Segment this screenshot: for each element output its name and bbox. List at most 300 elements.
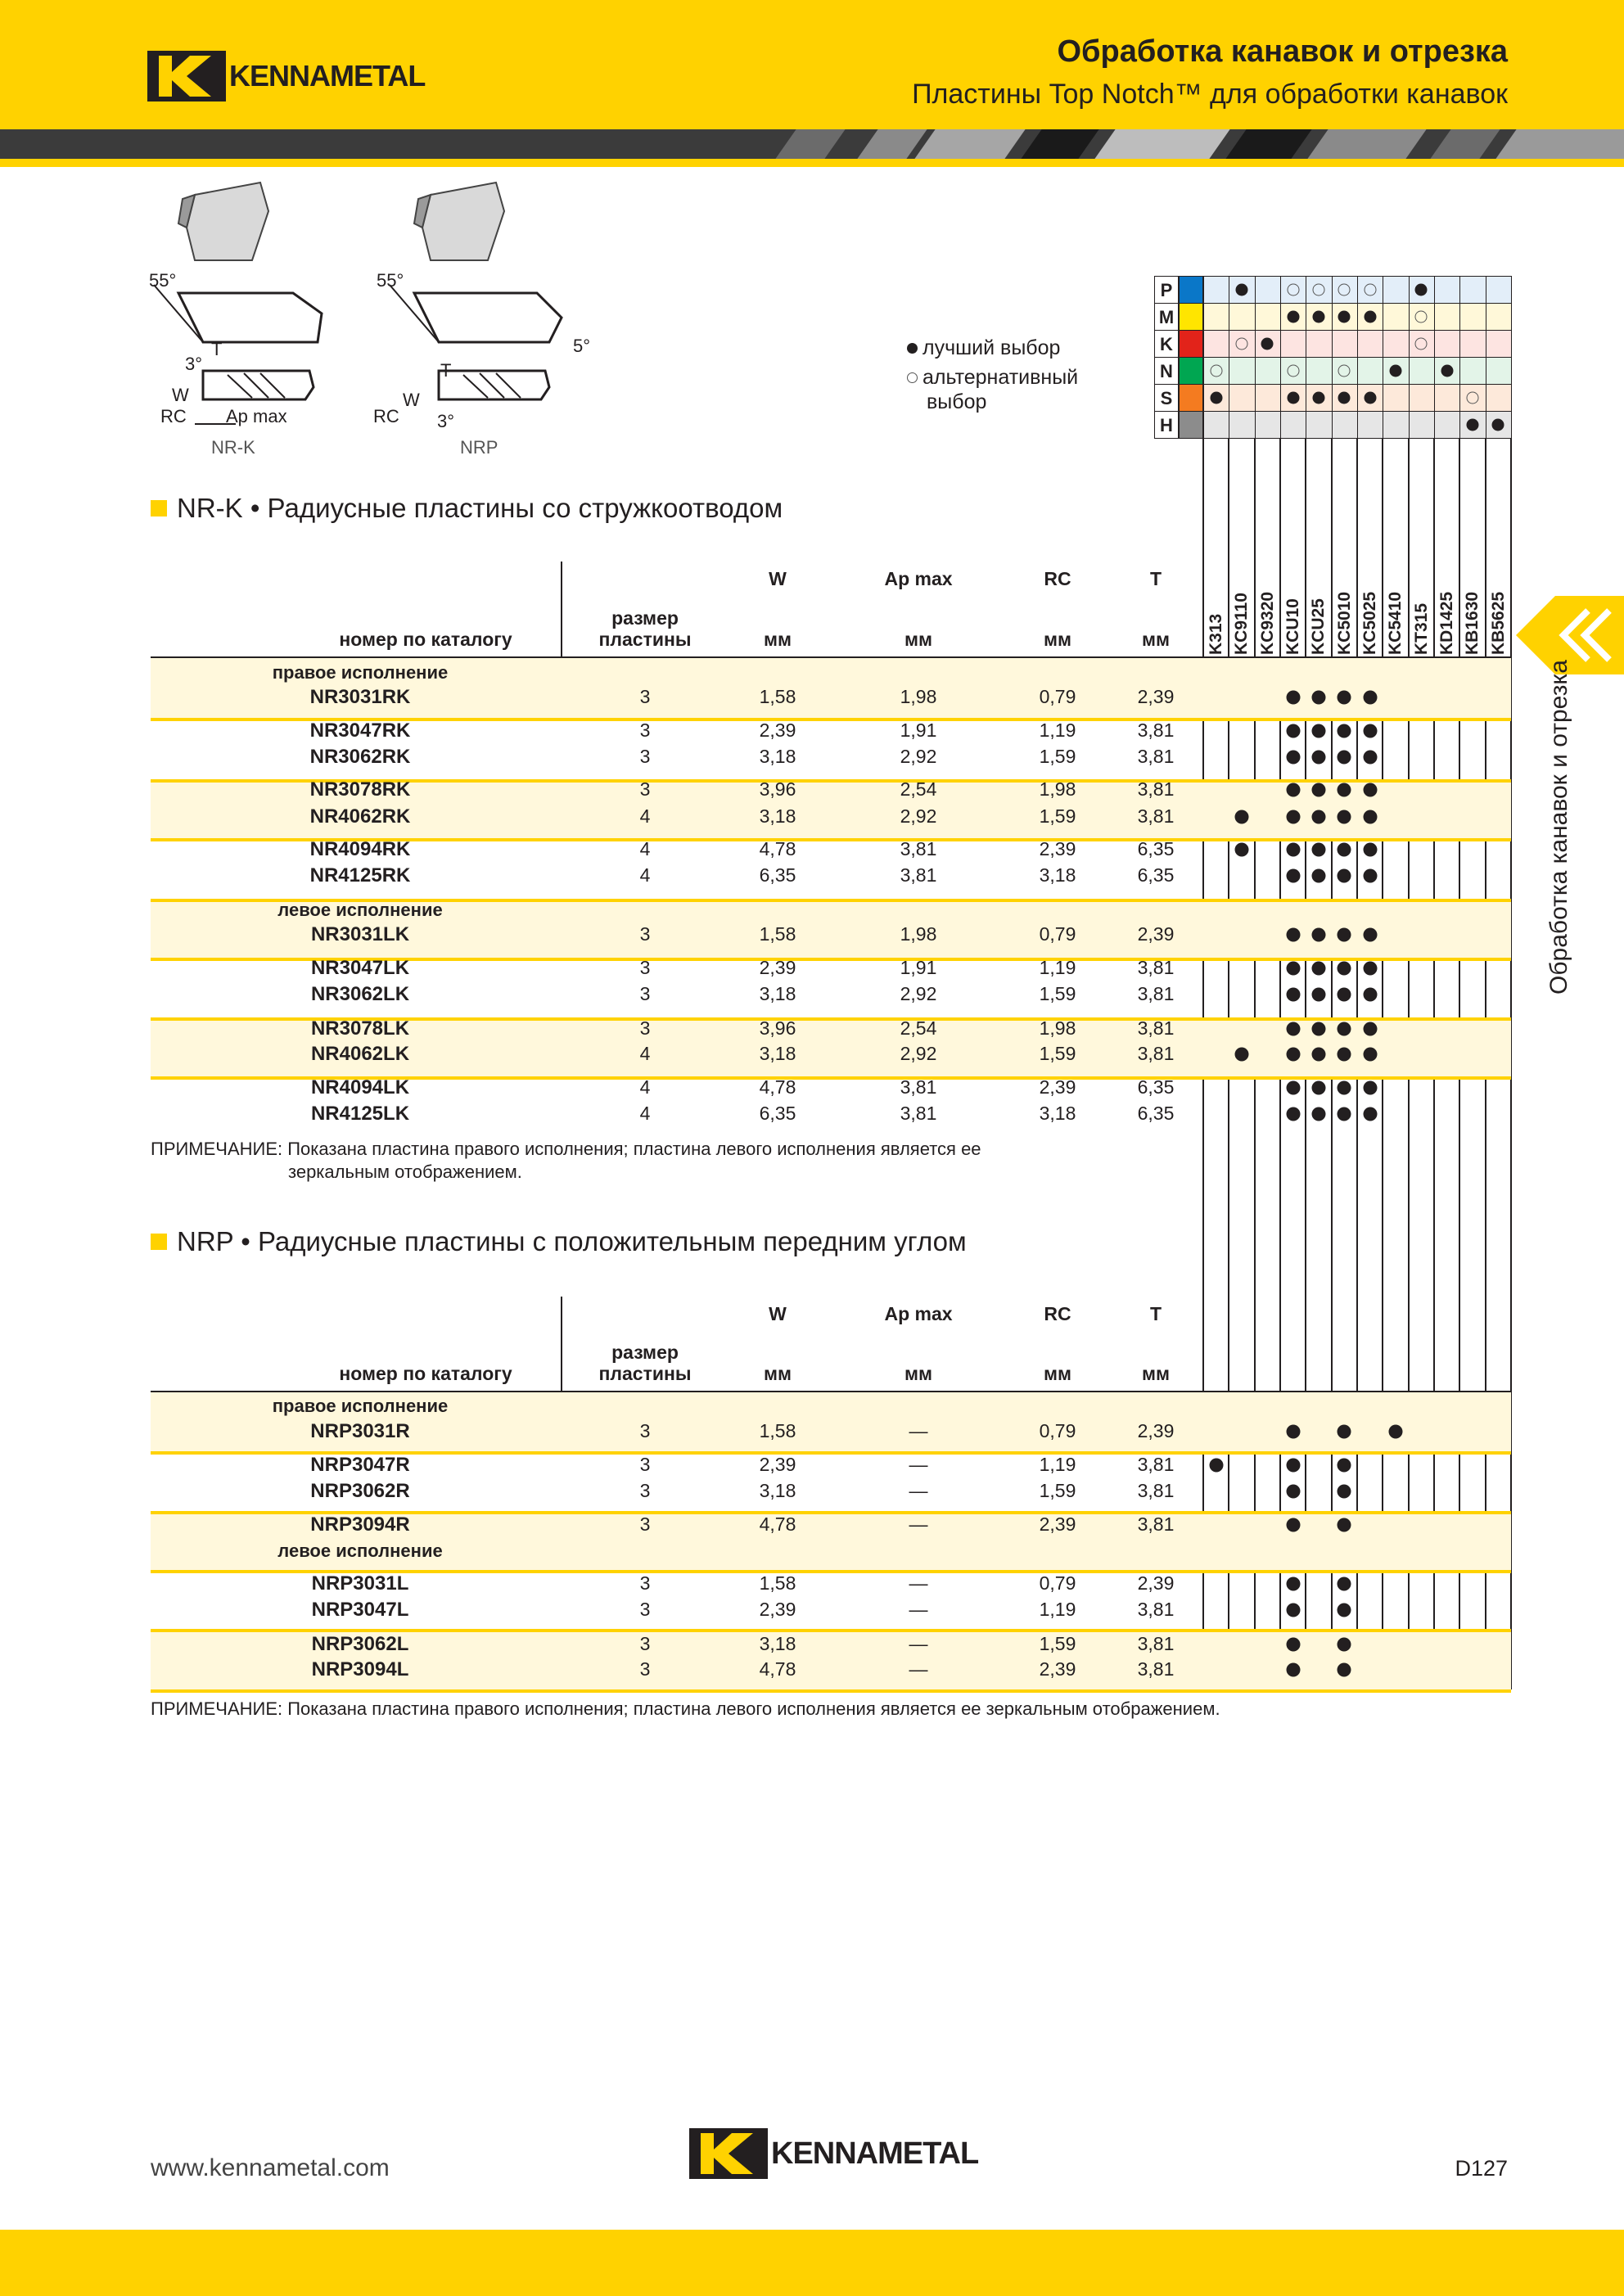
alternative-choice-dot [1210,364,1222,377]
cell-ap: 2,92 [900,1043,937,1064]
grade-recommendation-dot [1286,1459,1300,1473]
grade-recommendation-dot [1286,1577,1300,1591]
grade-recommendation-dot [1338,1638,1351,1652]
cell-size: 4 [639,1076,651,1098]
matrix-cell [1332,411,1358,439]
cell-size: 3 [639,1480,651,1501]
cell-rc: 1,59 [1039,1480,1076,1501]
nrk-note-line2: зеркальным отображением. [288,1162,522,1182]
col-unit-apmax: мм [904,1363,933,1384]
grade-recommendation-dot [1286,1638,1300,1652]
material-color-swatch [1179,276,1203,304]
cell-ap: 1,91 [900,957,937,978]
grade-recommendation-dot [1286,810,1300,824]
legend-alternative-2: выбор [927,390,987,413]
matrix-cell [1203,276,1229,304]
cell-ap: — [909,1420,928,1441]
cell-rc: 0,79 [1039,1420,1076,1441]
footer-band [0,2230,1624,2296]
grade-recommendation-dot [1312,751,1326,765]
matrix-cell [1357,330,1383,358]
cell-ap: 2,92 [900,805,937,827]
material-color-swatch [1179,384,1203,412]
grade-recommendation-dot [1338,1459,1351,1473]
table-header-divider [561,562,562,656]
kennametal-k-icon [147,51,226,101]
material-code-P: P [1154,276,1179,304]
nrp-extra-angle-label: 5° [573,336,591,356]
cell-w: 3,96 [759,1017,796,1039]
grade-recommendation-dot [1363,1022,1377,1036]
cell-ap: 1,98 [900,923,937,945]
alternative-choice-dot [1287,364,1299,377]
cell-ap: 3,81 [900,1076,937,1098]
cell-w: 1,58 [759,686,796,707]
matrix-cell [1306,357,1332,385]
section-marker-icon [151,1234,167,1250]
grade-recommendation-dot [1363,724,1377,738]
best-choice-dot [1364,391,1376,404]
page-number: D127 [1455,2156,1508,2181]
kennametal-k-icon [689,2128,768,2179]
legend-alternative-1: альтернативный [923,366,1079,389]
grade-recommendation-dot [1312,869,1326,883]
matrix-cell [1434,330,1460,358]
alternative-choice-dot [1287,283,1299,295]
grade-label-kc5410: KC5410 [1386,591,1405,655]
matrix-cell [1434,276,1460,304]
alternative-choice-dot [1338,364,1351,377]
matrix-cell [1203,411,1229,439]
cell-size: 3 [639,746,651,767]
grade-recommendation-dot [1389,1425,1403,1439]
nrp-label-w: W [403,390,420,410]
material-code-S: S [1154,384,1179,412]
alternative-choice-dot [1467,391,1479,404]
catalog-number: NRP3094R [310,1513,410,1536]
grade-recommendation-dot [1312,691,1326,705]
footer-logo [689,2128,978,2179]
cell-rc: 2,39 [1039,1076,1076,1098]
nrp-angle-label: 55° [377,270,404,291]
cell-rc: 3,18 [1039,864,1076,886]
grade-recommendation-dot [1235,843,1249,857]
alternative-choice-dot [1236,337,1248,350]
grade-label-kc5025: KC5025 [1360,591,1379,655]
matrix-cell [1229,384,1255,412]
cell-t: 3,81 [1137,1633,1175,1654]
matrix-cell [1255,276,1281,304]
grade-recommendation-dot [1286,843,1300,857]
col-header-apmax: Ap max [884,568,953,589]
matrix-cell [1255,411,1281,439]
cell-ap: 2,92 [900,983,937,1004]
matrix-cell [1280,411,1306,439]
catalog-number: NR3047LK [310,957,410,979]
cell-ap: 3,81 [900,1103,937,1124]
cell-size: 3 [639,983,651,1004]
nrp-label-rc: RC [373,406,399,426]
matrix-cell [1229,411,1255,439]
grade-recommendation-dot [1363,843,1377,857]
catalog-number: NR3031RK [309,686,411,708]
catalog-number: NR3062LK [310,983,410,1005]
catalog-number: NR4125RK [309,864,411,886]
catalog-number: NR3062RK [309,746,411,768]
catalog-number: NR4062RK [309,805,411,828]
grade-recommendation-dot [1286,1022,1300,1036]
grade-recommendation-dot [1363,1081,1377,1095]
grade-recommendation-dot [1338,962,1351,976]
grade-recommendation-dot [1338,869,1351,883]
grade-recommendation-dot [1363,783,1377,797]
cell-rc: 1,59 [1039,805,1076,827]
alternative-choice-dot [1415,337,1428,350]
cell-rc: 0,79 [1039,923,1076,945]
cell-rc: 2,39 [1039,1513,1076,1535]
cell-t: 3,81 [1137,746,1175,767]
grade-recommendation-dot [1363,1107,1377,1121]
cell-w: 3,96 [759,778,796,800]
nrk-label-apmax: Ap max [226,406,287,426]
grade-recommendation-dot [1338,1663,1351,1677]
matrix-cell [1383,276,1409,304]
page-subtitle: Пластины Top Notch™ для обработки канавок [912,79,1508,110]
grade-recommendation-dot [1312,962,1326,976]
material-color-swatch [1179,411,1203,439]
col-unit-rc: мм [1043,629,1072,650]
best-choice-dot [1313,310,1325,323]
alternative-choice-dot [1313,283,1325,295]
alternative-choice-dot [1415,310,1428,323]
nrk-section-title-text: NR-K • Радиусные пластины со стружкоотводом [177,493,783,523]
cell-size: 3 [639,719,651,741]
catalog-number: NRP3047R [310,1454,410,1476]
header-logo-text: KENNAMETAL [229,59,426,92]
nrk-label-t: T [211,339,223,359]
grade-recommendation-dot [1338,1485,1351,1499]
grade-recommendation-dot [1338,1048,1351,1062]
nrk-drawing-caption: NR-K [211,437,255,458]
catalog-number: NR4094RK [309,838,411,860]
cell-size: 4 [639,1103,651,1124]
cell-t: 3,81 [1137,957,1175,978]
cell-size: 3 [639,1633,651,1654]
cell-rc: 1,19 [1039,1454,1076,1475]
best-choice-dot [1415,283,1428,295]
col-unit-w: мм [763,1363,792,1384]
matrix-cell [1357,357,1383,385]
matrix-cell [1332,330,1358,358]
cell-size: 4 [639,1043,651,1064]
grade-recommendation-dot [1363,988,1377,1002]
grade-recommendation-dot [1209,1459,1223,1473]
grade-recommendation-dot [1286,869,1300,883]
matrix-cell [1409,357,1435,385]
grade-recommendation-dot [1312,724,1326,738]
material-code-K: K [1154,330,1179,358]
cell-size: 4 [639,805,651,827]
cell-ap: — [909,1480,928,1501]
col-header-t: T [1149,568,1162,589]
nrp-drawing-caption: NRP [460,437,498,458]
grade-recommendation-dot [1363,962,1377,976]
cell-w: 6,35 [759,1103,796,1124]
cell-t: 2,39 [1137,923,1175,945]
cell-size: 3 [639,1017,651,1039]
grade-recommendation-dot [1286,928,1300,942]
side-tab-label: Обработка канавок и отрезка [1545,660,1572,995]
cell-w: 2,39 [759,719,796,741]
best-choice-dot [1338,310,1351,323]
cell-w: 4,78 [759,838,796,859]
matrix-cell [1229,303,1255,331]
legend-best: лучший выбор [923,336,1061,359]
cell-w: 1,58 [759,1420,796,1441]
matrix-cell [1280,330,1306,358]
cell-t: 6,35 [1137,838,1175,859]
cell-rc: 1,59 [1039,983,1076,1004]
matrix-cell [1383,411,1409,439]
grade-recommendation-dot [1312,1107,1326,1121]
best-choice-dot [1364,310,1376,323]
cell-w: 4,78 [759,1076,796,1098]
grade-label-kc9110: KC9110 [1232,593,1252,655]
grade-recommendation-dot [1286,783,1300,797]
cell-size: 3 [639,1572,651,1594]
matrix-cell [1383,330,1409,358]
col-unit-apmax: мм [904,629,933,650]
best-choice-dot [1287,310,1299,323]
catalog-number: NRP3062L [311,1633,409,1655]
cell-size: 3 [639,778,651,800]
cell-size: 3 [639,1658,651,1680]
grade-recommendation-dot [1312,988,1326,1002]
cell-rc: 1,59 [1039,1633,1076,1654]
catalog-number: NR3078RK [309,778,411,801]
cell-rc: 1,19 [1039,1599,1076,1620]
catalog-number: NR4062LK [310,1043,410,1065]
cell-size: 3 [639,1513,651,1535]
matrix-cell [1383,384,1409,412]
cell-w: 3,18 [759,805,796,827]
grade-recommendation-dot [1338,810,1351,824]
cell-ap: — [909,1454,928,1475]
cell-t: 6,35 [1137,1076,1175,1098]
cell-t: 3,81 [1137,1480,1175,1501]
grade-recommendation-dot [1286,1518,1300,1532]
best-choice-dot [1287,391,1299,404]
grade-recommendation-dot [1363,810,1377,824]
grade-recommendation-dot [1286,1107,1300,1121]
best-choice-icon [907,343,918,354]
grade-recommendation-dot [1338,1425,1351,1439]
cell-w: 3,18 [759,1043,796,1064]
catalog-number: NR3031LK [310,923,410,945]
grade-recommendation-dot [1338,1577,1351,1591]
grade-recommendation-dot [1338,691,1351,705]
col-unit-t: мм [1141,1363,1171,1384]
cell-ap: 1,98 [900,686,937,707]
cell-w: 2,39 [759,957,796,978]
grade-recommendation-dot [1363,928,1377,942]
cell-ap: 2,54 [900,778,937,800]
grade-recommendation-dot [1286,1663,1300,1677]
cell-t: 2,39 [1137,686,1175,707]
cell-ap: 2,92 [900,746,937,767]
catalog-number: NRP3062R [310,1480,410,1502]
group-label-left: левое исполнение [277,900,443,920]
cell-ap: — [909,1599,928,1620]
grade-recommendation-dot [1312,928,1326,942]
cell-w: 1,58 [759,923,796,945]
alternative-choice-dot [1364,283,1376,295]
cell-t: 3,81 [1137,1658,1175,1680]
cell-w: 3,18 [759,746,796,767]
grade-recommendation-dot [1286,962,1300,976]
matrix-cell [1409,411,1435,439]
grade-recommendation-dot [1286,1048,1300,1062]
best-choice-dot [1390,364,1402,377]
matrix-cell [1357,411,1383,439]
cell-size: 3 [639,1420,651,1441]
header-stripe [0,129,1624,159]
catalog-number: NRP3031L [311,1572,409,1595]
cell-t: 3,81 [1137,1454,1175,1475]
cell-size: 3 [639,1454,651,1475]
cell-size: 3 [639,1599,651,1620]
matrix-cell [1486,276,1512,304]
grade-recommendation-dot [1312,783,1326,797]
cell-ap: 3,81 [900,864,937,886]
material-color-swatch [1179,357,1203,385]
cell-t: 3,81 [1137,778,1175,800]
footer-url[interactable]: www.kennametal.com [151,2154,390,2181]
matrix-cell [1434,303,1460,331]
nrk-note [151,1138,981,1184]
header-yellow-line [0,159,1624,167]
catalog-number: NRP3047L [311,1599,409,1621]
nrk-section-title [151,493,783,524]
nrp-insert-drawing [373,178,586,457]
col-header-t: T [1149,1303,1162,1324]
cell-ap: — [909,1513,928,1535]
grade-label-kt315: KT315 [1411,602,1431,655]
table-row-separator [151,1689,1511,1693]
alternative-choice-dot [1338,283,1351,295]
matrix-cell [1459,357,1486,385]
grade-recommendation-dot [1338,988,1351,1002]
grade-recommendation-dot [1363,1048,1377,1062]
matrix-cell [1229,357,1255,385]
table-row-separator [151,1629,1511,1632]
matrix-cell [1409,384,1435,412]
catalog-number: NRP3031R [310,1420,410,1442]
catalog-number: NR4094LK [310,1076,410,1098]
cell-ap: — [909,1658,928,1680]
nrp-label-t: T [440,360,452,381]
nrp-note: ПРИМЕЧАНИЕ: Показана пластина правого исполнения; пластина левого исполнения является ее зеркальным отображением. [151,1698,1220,1719]
grade-label-kb5625: KB5625 [1488,591,1508,655]
col-unit-rc: мм [1043,1363,1072,1384]
cell-t: 3,81 [1137,1017,1175,1039]
cell-t: 3,81 [1137,983,1175,1004]
alternative-choice-icon [907,372,918,383]
best-choice-dot [1338,391,1351,404]
cell-rc: 2,39 [1039,1658,1076,1680]
grade-recommendation-dot [1338,1081,1351,1095]
cell-size: 4 [639,838,651,859]
matrix-cell [1434,411,1460,439]
best-choice-dot [1261,337,1274,350]
col-header-size-1: размер [611,1342,679,1363]
best-choice-dot [1441,364,1453,377]
col-unit-t: мм [1141,629,1171,650]
table-header-divider [561,1297,562,1391]
cell-rc: 3,18 [1039,1103,1076,1124]
cell-w: 4,78 [759,1658,796,1680]
cell-ap: 2,54 [900,1017,937,1039]
catalog-number: NR4125LK [310,1103,410,1125]
best-choice-dot [1492,418,1504,431]
best-choice-dot [1210,391,1222,404]
grade-recommendation-dot [1363,691,1377,705]
cell-size: 3 [639,686,651,707]
grade-recommendation-dot [1286,988,1300,1002]
nrp-section-title [151,1226,967,1257]
grade-recommendation-dot [1312,1048,1326,1062]
material-code-M: M [1154,303,1179,331]
best-choice-dot [1467,418,1479,431]
header-logo [147,51,425,101]
footer-logo-text: KENNAMETAL [771,2136,979,2171]
grade-label-k313: K313 [1207,613,1225,655]
best-choice-dot [1236,283,1248,295]
nrk-label-3deg: 3° [185,354,203,374]
catalog-number: NR3047RK [309,719,411,742]
cell-rc: 2,39 [1039,838,1076,859]
grade-recommendation-dot [1338,724,1351,738]
grade-recommendation-dot [1286,1425,1300,1439]
cell-rc: 0,79 [1039,686,1076,707]
grade-recommendation-dot [1286,751,1300,765]
grade-recommendation-dot [1312,1022,1326,1036]
grade-recommendation-dot [1286,1081,1300,1095]
grade-recommendation-dot [1286,1604,1300,1617]
col-header-catalog: номер по каталогу [339,1363,512,1384]
catalog-number: NRP3094L [311,1658,409,1680]
grade-recommendation-dot [1235,1048,1249,1062]
cell-ap: — [909,1572,928,1594]
cell-rc: 1,59 [1039,746,1076,767]
cell-t: 6,35 [1137,864,1175,886]
material-color-swatch [1179,303,1203,331]
grade-recommendation-dot [1338,783,1351,797]
col-header-w: W [769,1303,787,1324]
col-header-w: W [769,568,787,589]
matrix-cell [1255,384,1281,412]
cell-w: 1,58 [759,1572,796,1594]
catalog-number: NR3078LK [310,1017,410,1040]
grade-label-kcu25: KCU25 [1309,598,1329,655]
matrix-cell [1255,303,1281,331]
grade-recommendation-dot [1363,869,1377,883]
cell-w: 3,18 [759,1480,796,1501]
group-label-right: правое исполнение [272,662,449,683]
col-unit-w: мм [763,629,792,650]
cell-rc: 1,19 [1039,957,1076,978]
cell-t: 3,81 [1137,1513,1175,1535]
